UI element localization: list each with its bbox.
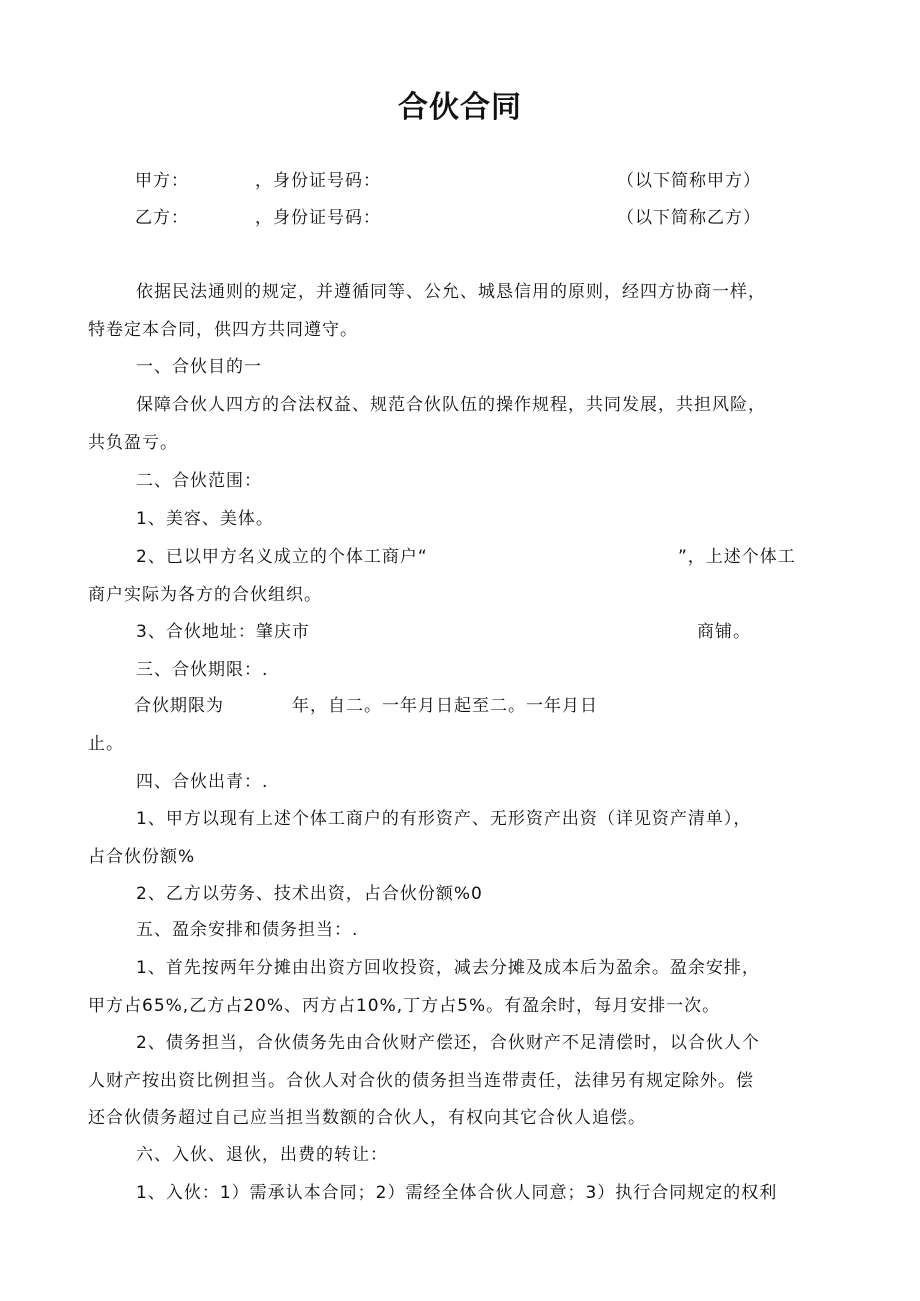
page-title: 合伙合同	[398, 90, 522, 125]
paragraph-line: 还合伙债务超过自己应当担当数额的合伙人，有权向其它合伙人追偿。	[88, 1108, 646, 1128]
section-heading: 六、入伙、退伙，出费的转让：	[136, 1145, 388, 1165]
paragraph-line: 特卷定本合同，供四方共同遵守。	[88, 320, 358, 340]
list-item: 3、合伙地址：肇庆市	[136, 622, 310, 642]
list-item: 2、债务担当，合伙债务先由合伙财产偿还，合伙财产不足清偿时，以合伙人个	[136, 1033, 760, 1053]
paragraph-line: 合伙期限为	[134, 696, 224, 716]
party-b-alias: （以下简称乙方）	[617, 208, 761, 228]
paragraph-line: 占合伙份额%	[88, 847, 196, 867]
paragraph-line: 止。	[88, 734, 124, 754]
party-b-id-label: ，身份证号码：	[255, 208, 381, 228]
party-a-label: 甲方：	[135, 171, 189, 191]
paragraph-line: 依据民法通则的规定，并遵循同等、公允、城恳信用的原则，经四方协商一样，	[136, 282, 766, 302]
section-heading: 二、合伙范围：	[136, 471, 262, 491]
paragraph-line-continuation: 年，自二。一年月日起至二。一年月日	[292, 696, 598, 716]
list-item: 1、入伙：1）需承认本合同；2）需经全体合伙人同意；3）执行合同规定的权利	[136, 1183, 778, 1203]
section-heading: 五、盈余安排和债务担当：.	[136, 920, 359, 940]
party-a-alias: （以下简称甲方）	[617, 171, 761, 191]
list-item: 1、美容、美体。	[136, 509, 274, 529]
list-item-continuation: 商铺。	[697, 622, 751, 642]
paragraph-line: 甲方占65%,乙方占20%、丙方占10%,丁方占5%。有盈余时，每月安排一次。	[88, 996, 721, 1016]
party-b-label: 乙方：	[135, 208, 189, 228]
section-heading: 一、合伙目的一	[136, 357, 262, 377]
list-item: 2、乙方以劳务、技术出资，占合伙份额%0	[136, 884, 483, 904]
section-heading: 三、合伙期限：.	[136, 660, 269, 680]
section-heading: 四、合伙出青：.	[136, 772, 269, 792]
list-item: 2、已以甲方名义成立的个体工商户“	[136, 547, 428, 567]
list-item: 1、甲方以现有上述个体工商户的有形资产、无形资产出资（详见资产清单），	[136, 809, 752, 829]
paragraph-line: 保障合伙人四方的合法权益、规范合伙队伍的操作规程，共同发展，共担风险，	[136, 395, 766, 415]
paragraph-line: 人财产按出资比例担当。合伙人对合伙的债务担当连带责任，法律另有规定除外。偿	[88, 1071, 754, 1091]
party-a-id-label: ，身份证号码：	[255, 171, 381, 191]
list-item-continuation: ”，上述个体工	[678, 547, 796, 567]
paragraph-line: 共负盈亏。	[88, 433, 178, 453]
paragraph-line: 商户实际为各方的合伙组织。	[88, 585, 322, 605]
list-item: 1、首先按两年分摊由出资方回收投资，减去分摊及成本后为盈余。盈余安排，	[136, 958, 760, 978]
